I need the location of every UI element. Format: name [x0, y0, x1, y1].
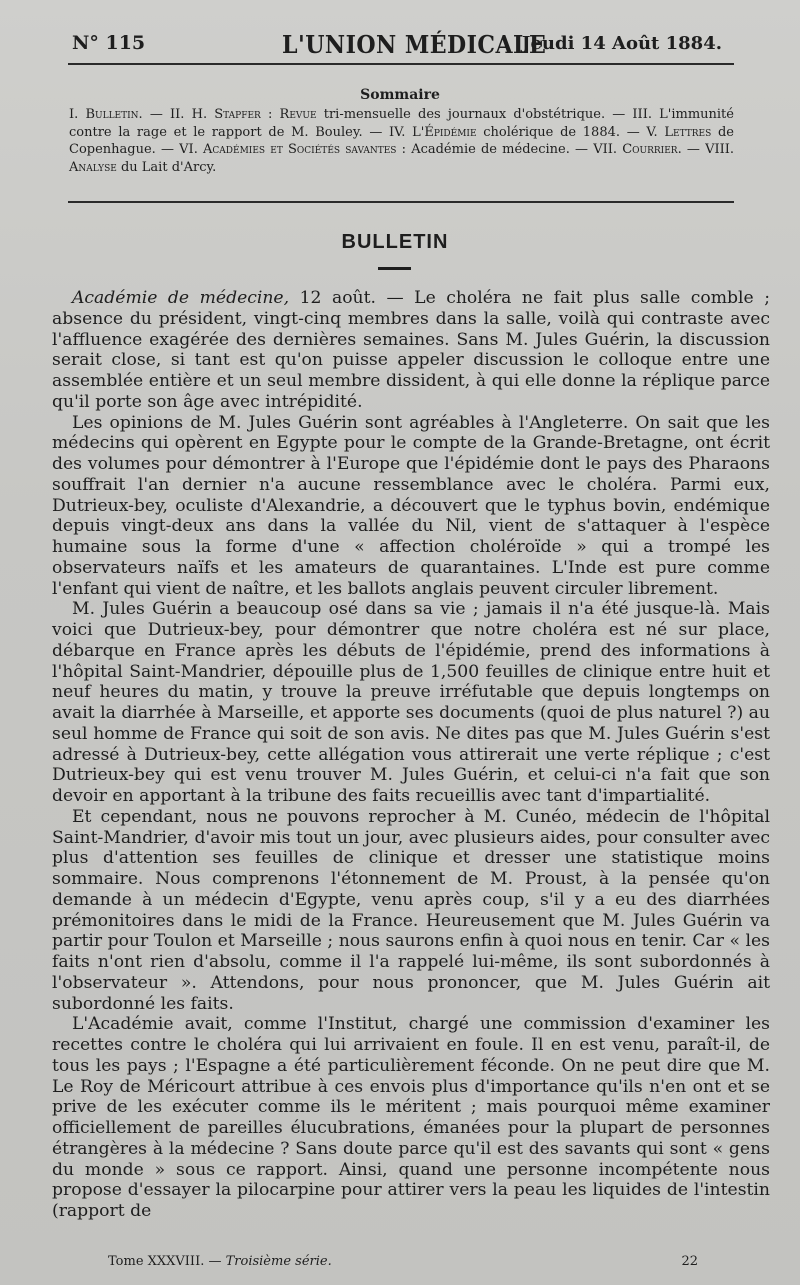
sommaire-rest: de Copenhague. — VI. [69, 124, 734, 157]
sommaire-list [69, 106, 734, 176]
paragraph: Les opinions de M. Jules Guérin sont agréables à l'Angleterre. On sait que les médecins qui opèrent en Egypte pour le compte de la Grande-Bretagne, ont écrit des volumes pour démontrer à l'Europe que l'épidémie dont le pays des Pharaons souffrait l'an dernier n'a aucune ressemblance avec le choléra. Parmi eux, Dutrieux-bey, oculiste d'Alexandrie, a découvert que le typhus bovin, endémique depuis vingt-deux ans dans la vallée du Nil, vient de s'attaquer à l'espèce humaine sous la forme d'une « affection choléroïde » qui a trompé les observateurs naïfs et les amateurs de quarantaines. L'Inde est pure comme l'enfant qui vient de naître, et les ballots anglais peuvent circuler librement. [52, 412, 770, 599]
bulletin-title: BULLETIN [341, 231, 449, 253]
sommaire-label: Bulletin. [85, 107, 143, 122]
sommaire-rest: du Lait d'Arcy. [116, 159, 217, 175]
sommaire-rest: : [260, 107, 280, 122]
sommaire-label: L'Épidémie [412, 124, 477, 140]
sommaire-num: — II. [142, 107, 185, 122]
sommaire-label: Revue [279, 107, 317, 122]
sommaire-rule [68, 201, 734, 203]
paragraph: L'Académie avait, comme l'Institut, chargé une commission d'examiner les recettes contre le choléra qui lui arrivaient en foule. Il en est venu, paraît-il, de tous les pays ; l'Espagne a été particulièrement féconde. On ne peut dire que M. Le Roy de Méricourt attribue à ces envois plus d'importance qu'ils n'en ont et se prive de les exécuter comme ils le méritent ; mais pourquoi même examiner officiellement de pareilles élucubrations, émanées pour la plupart de personnes étrangères à la médecine ? Sans doute parce qu'il est des savants qui sont « gens du monde » sous ce rapport. Ainsi, quand une personne incompétente nous propose d'essayer la pilocarpine pour attirer vers la peau les liquides de l'intestin (rapport de [52, 1014, 770, 1221]
page-number: 22 [681, 1254, 698, 1269]
sommaire-label: Courrier. [622, 142, 682, 157]
bulletin-body [52, 288, 770, 1222]
sommaire-title: Sommaire [360, 87, 440, 103]
sommaire-label: Académies et Sociétés savantes [203, 142, 397, 157]
paragraph: Et cependant, nous ne pouvons reprocher à M. Cunéo, médecin de l'hôpital Saint-Mandrier, d'avoir mis tout un jour, avec plusieurs aides, pour consulter avec plus d'attention ses feuilles de clinique et dresser une statistique moins sommaire. Nous comprenons l'étonnement de M. Proust, à la pensée qu'on demande à un médecin d'Egypte, venu après coup, s'il y a eu des diarrhées prémonitoires dans le midi de la France. Heureusement que M. Jules Guérin va partir pour Toulon et Marseille ; nous saurons enfin à quoi nous en tenir. Car « les faits n'ont rien d'absolu, comme il l'a rappelé lui-même, ils sont subordonnés à l'observateur ». Attendons, pour nous prononcer, que M. Jules Guérin ait subordonné les faits. [52, 806, 770, 1014]
lead-italic: Académie de médecine, [72, 288, 290, 308]
volume-label: Tome XXXVIII. — [108, 1254, 226, 1269]
sommaire-rest: cholérique de 1884. — V. [476, 124, 665, 140]
page-footer [108, 1254, 698, 1274]
sommaire-rest: : Académie de médecine. — VII. [396, 142, 623, 157]
sommaire-rest: — VIII. [681, 142, 734, 157]
issue-date: Jeudi 14 Août 1884. [521, 33, 722, 54]
issue-number: N° 115 [72, 32, 146, 54]
series-label: Troisième série. [225, 1254, 332, 1269]
journal-title: L'UNION MÉDICALE [282, 30, 547, 59]
header-rule [68, 63, 734, 65]
bulletin-underline [378, 267, 411, 270]
paragraph [52, 288, 770, 413]
sommaire-num: I. [69, 107, 79, 122]
volume-info [108, 1254, 332, 1269]
sommaire-rest: tri-mensuelle des journaux d'obstétrique. — III. L'immunité contre la rage et le rapport de M. Bouley. — IV. [69, 107, 734, 140]
sommaire-label: Analyse [69, 159, 117, 175]
paragraph: M. Jules Guérin a beaucoup osé dans sa vie ; jamais il n'a été jusque-là. Mais voici que Dutrieux-bey, pour démontrer que notre choléra est né sur place, débarque en France après les débuts de l'épidémie, prend des informations à l'hôpital Saint-Mandrier, dépouille plus de 1,500 feuilles de clinique entre huit et neuf heures du matin, y trouve la preuve irréfutable que depuis longtemps on avait la diarrhée à Marseille, et apporte ses documents (quoi de plus naturel ?) au seul homme de France qui soit de son avis. Ne dites pas que M. Jules Guérin s'est adressé à Dutrieux-bey, cette allégation vous attirerait une verte réplique ; c'est Dutrieux-bey qui est venu trouver M. Jules Guérin, et celui-ci n'a fait que son devoir en apportant à la tribune des faits recueillis avec tant d'impartialité. [52, 599, 770, 806]
paragraph-text: 12 août. — Le choléra ne fait plus salle comble ; absence du président, vingt-cinq membres dans la salle, voilà qui contraste avec l'affluence exagérée des dernières semaines. Sans M. Jules Guérin, la discussion serait close, si tant est qu'on puisse appeler discussion le colloque entre une assemblée entière et un seul membre dissident, à qui elle donne la réplique parce qu'il porte son âge avec intrépidité. [52, 288, 771, 412]
sommaire-label: H. Stapfer [191, 107, 261, 122]
page-header [72, 30, 722, 60]
sommaire-label: Lettres [664, 124, 712, 140]
